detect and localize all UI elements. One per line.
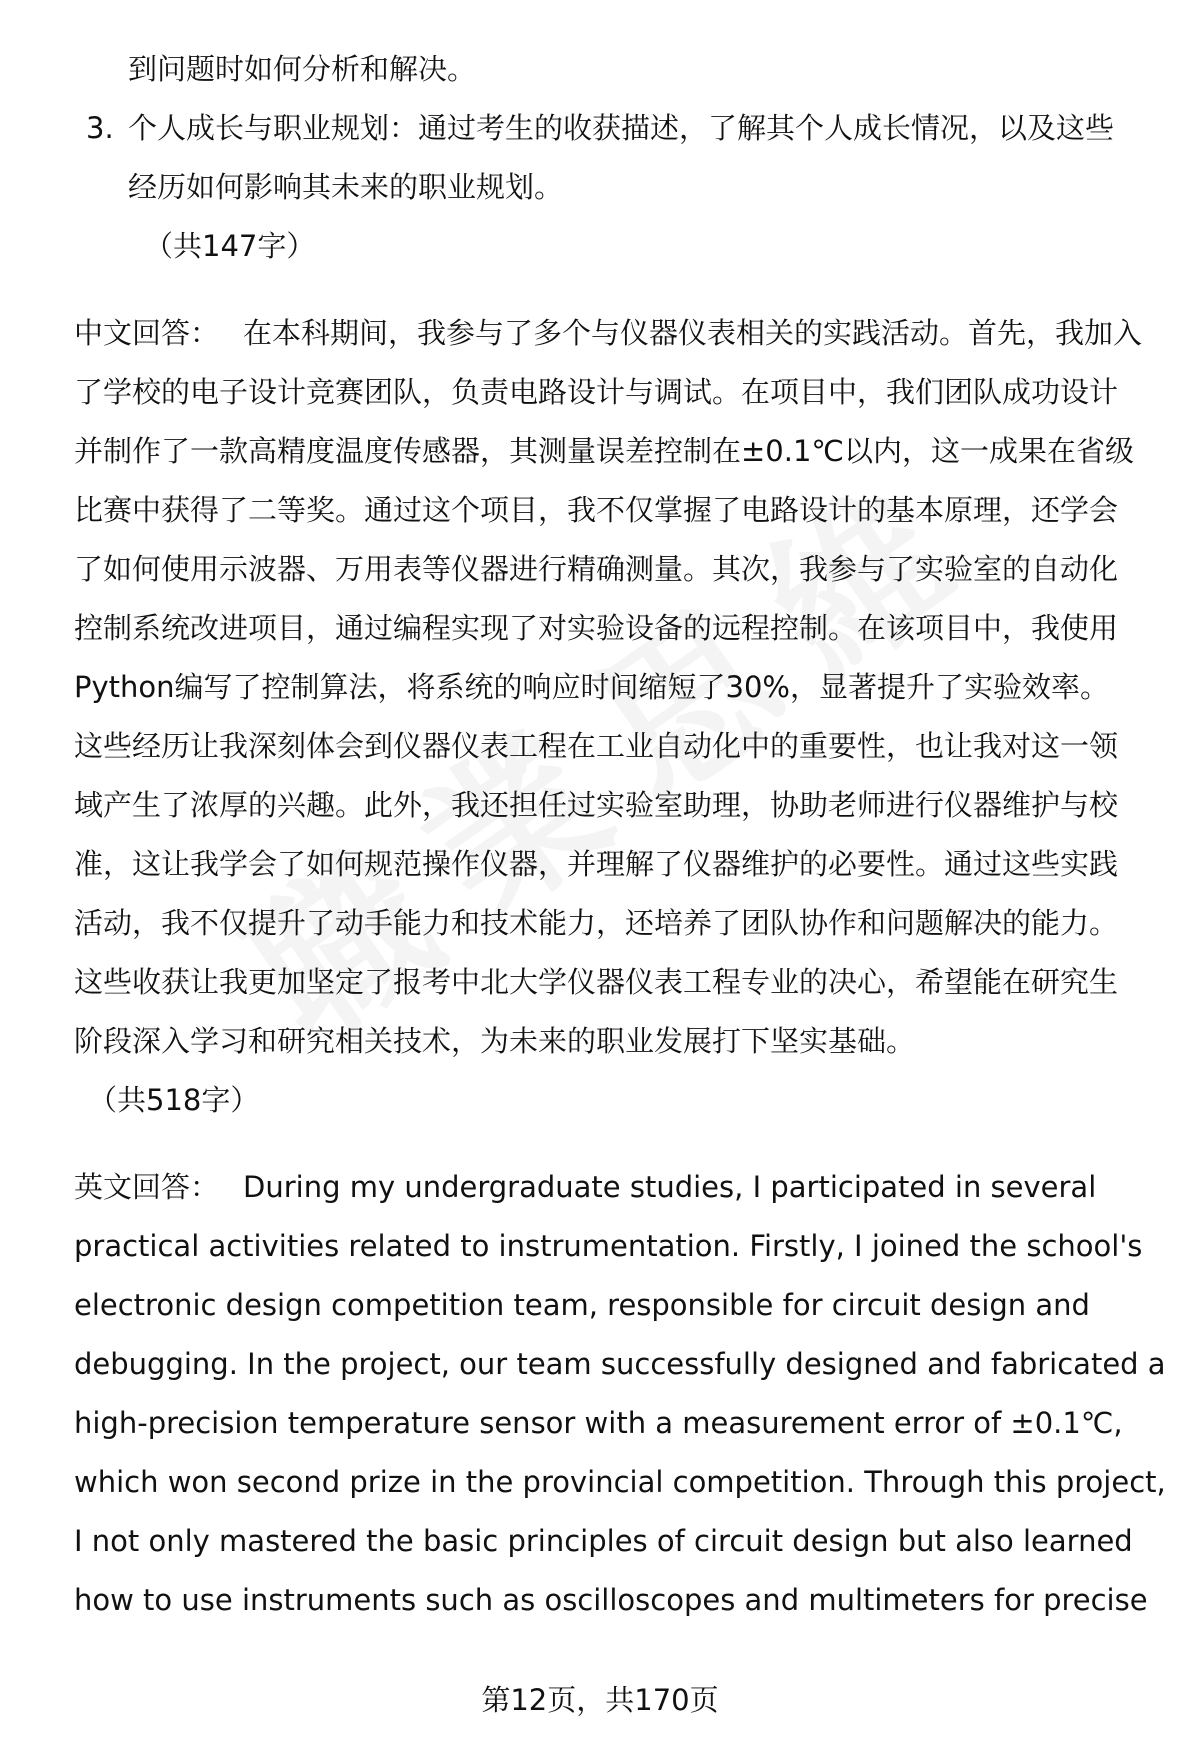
- continued-question-line: 到问题时如何分析和解决。: [128, 52, 477, 86]
- chinese-answer-line-2: 了学校的电子设计竞赛团队，负责电路设计与调试。在项目中，我们团队成功设计: [74, 375, 1119, 409]
- chinese-answer-line-7: Python编写了控制算法，将系统的响应时间缩短了30%，显著提升了实验效率。: [74, 670, 1109, 704]
- english-answer-text: During my undergraduate studies, I participated in several: [243, 1170, 1097, 1204]
- english-answer-line-7: I not only mastered the basic principles of circuit design but also learned: [74, 1524, 1133, 1558]
- chinese-answer-line-8: 这些经历让我深刻体会到仪器仪表工程在工业自动化中的重要性，也让我对这一领: [74, 729, 1119, 763]
- english-answer-line-8: how to use instruments such as oscilloscopes and multimeters for precise: [74, 1583, 1148, 1617]
- english-answer-line-2: practical activities related to instrumentation. Firstly, I joined the school's: [74, 1229, 1143, 1263]
- document-content: [74, 40, 1166, 1630]
- chinese-answer-section: [74, 304, 1144, 1130]
- chinese-answer-text: 在本科期间，我参与了多个与仪器仪表相关的实践活动。首先，我加入: [243, 316, 1143, 350]
- chinese-answer-line-10: 准，这让我学会了如何规范操作仪器，并理解了仪器维护的必要性。通过这些实践: [74, 847, 1119, 881]
- chinese-answer-label: 中文回答：: [74, 316, 220, 350]
- chinese-answer-line-13: 阶段深入学习和研究相关技术，为未来的职业发展打下坚实基础。: [74, 1024, 916, 1058]
- chinese-answer-line-6: 控制系统改进项目，通过编程实现了对实验设备的远程控制。在该项目中，我使用: [74, 611, 1119, 645]
- word-count-top: （共147字）: [144, 229, 316, 263]
- chinese-answer-line-12: 这些收获让我更加坚定了报考中北大学仪器仪表工程专业的决心，希望能在研究生: [74, 965, 1119, 999]
- page-number-footer: 第12页，共170页: [481, 1683, 719, 1717]
- english-answer-label: 英文回答：: [74, 1170, 220, 1204]
- english-answer-line-4: debugging. In the project, our team successfully designed and fabricated a: [74, 1347, 1166, 1381]
- chinese-answer-line-9: 域产生了浓厚的兴趣。此外，我还担任过实验室助理，协助老师进行仪器维护与校: [74, 788, 1119, 822]
- english-answer-line-1: [74, 1158, 1144, 1217]
- english-answer-section: [74, 1158, 1166, 1630]
- english-answer-line-6: which won second prize in the provincial competition. Through this project,: [74, 1465, 1166, 1499]
- english-answer-line-3: electronic design competition team, responsible for circuit design and: [74, 1288, 1090, 1322]
- list-item-text-line-1: 个人成长与职业规划：通过考生的收获描述，了解其个人成长情况，以及这些: [128, 111, 1115, 145]
- english-answer-line-5: high-precision temperature sensor with a measurement error of ±0.1℃,: [74, 1406, 1123, 1440]
- word-count-chinese: （共518字）: [88, 1083, 260, 1117]
- chinese-answer-line-11: 活动，我不仅提升了动手能力和技术能力，还培养了团队协作和问题解决的能力。: [74, 906, 1119, 940]
- chinese-answer-line-5: 了如何使用示波器、万用表等仪器进行精确测量。其次，我参与了实验室的自动化: [74, 552, 1119, 586]
- list-number: 3.: [86, 111, 114, 145]
- list-item-text-line-2: 经历如何影响其未来的职业规划。: [128, 170, 564, 204]
- chinese-answer-line-4: 比赛中获得了二等奖。通过这个项目，我不仅掌握了电路设计的基本原理，还学会: [74, 493, 1119, 527]
- chinese-answer-line-1: [74, 304, 1144, 363]
- question-list-item-3: [74, 99, 1144, 158]
- chinese-answer-line-3: 并制作了一款高精度温度传感器，其测量误差控制在±0.1℃以内，这一成果在省级: [74, 434, 1134, 468]
